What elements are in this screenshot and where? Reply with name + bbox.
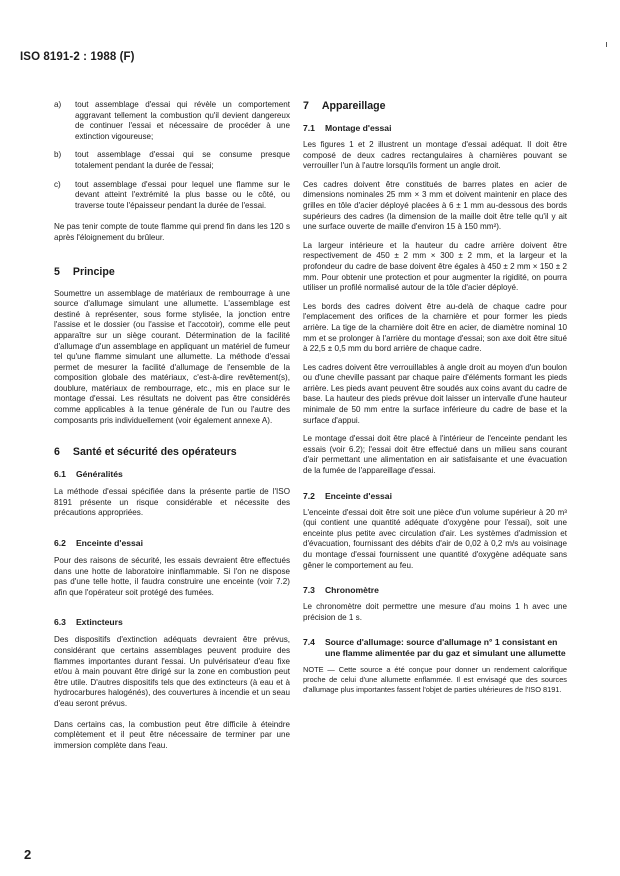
subsection-heading-6-3 xyxy=(54,617,290,628)
subsection-number: 7.3 xyxy=(303,585,315,596)
subsection-title: Enceinte d'essai xyxy=(75,538,143,549)
corner-mark xyxy=(606,42,607,47)
section-number: 5 xyxy=(54,265,60,278)
section-number: 6 xyxy=(54,446,60,459)
section-title: Principe xyxy=(72,265,115,278)
closing-paragraph: Ne pas tenir compte de toute flamme qui prend fin dans les 120 s après l'éloignement du brûleur. xyxy=(54,222,290,242)
section-7-1-p5: Les cadres doivent être verrouillables à angle droit au moyen d'un boulon ou d'une cheville passant par chaque paire d'éléments formant les pieds arrière. Les pieds avant peuvent être soudés aux coins avant du cadre de base. La hauteur des pieds prévue doit laisser un intervalle d'une hauteur minimale de 50 mm entre la surface inférieure du cadre de base et la surface d'appui. xyxy=(303,362,567,425)
subsection-heading-6-1 xyxy=(54,469,290,480)
section-7-1-p1: Les figures 1 et 2 illustrent un montage d'essai adéquat. Il doit être composé de deux cadres rectangulaires à charnières pouvant se verrouiller l'un à l'autre lorsqu'ils forment un angle droit. xyxy=(303,140,567,171)
right-column xyxy=(303,100,567,694)
subsection-title: Extincteurs xyxy=(75,617,123,628)
section-heading-6 xyxy=(54,446,290,459)
section-5-text: Soumettre un assemblage de matériaux de rembourrage à une source d'allumage simulant une allumette. L'assemblage est destiné à représenter, sous forme stylisée, la jonction entre l'assise et le dossier (ou l'assise et l'accotoir), comme elle peut apparaître sur un siège courant. Détermination de la facilité d'allumage d'un assemblage en appliquant un matériel de fumeur tel qu'une flamme simulant une allumette. La méthode d'essai permet de mesurer la facilité d'allumage de l'ensemble de la composition globale des matériaux, c'est-à-dire revêtement(s), doublure, matériaux de rembourrage, etc., mis en place sur le montage d'essai. Les résultats ne doivent pas être considérés comme applicables à la tenue générale de l'un ou l'autre des composants pris individuellement (voir également annexe A). xyxy=(54,288,290,425)
section-6-1-text: La méthode d'essai spécifiée dans la présente partie de l'ISO 8191 présente un risque considérable et nécessite des précautions appropriées. xyxy=(54,487,290,518)
section-heading-5 xyxy=(54,266,290,279)
list-item xyxy=(54,100,290,142)
section-7-4-note: NOTE — Cette source a été conçue pour donner un rendement calorifique proche de celui d'une allumette enflammée. Il est envisagé que des sources d'allumage plus importantes fassent l'objet de parties ultérieures de l'ISO 8191. xyxy=(303,665,567,694)
subsection-heading-6-2 xyxy=(54,538,290,549)
document-header: ISO 8191-2 : 1988 (F) xyxy=(20,51,135,63)
section-7-1-p6: Le montage d'essai doit être placé à l'intérieur de l'enceinte pendant les essais (voir 6.2); l'essai doit être effectué dans un milieu sans courant d'air permettant une alimentation en air satisfaisante et une évacuation de la fumée de l'appareillage d'essai. xyxy=(303,434,567,476)
list-item-label: c) xyxy=(54,179,61,189)
subsection-title: Généralités xyxy=(75,469,123,480)
section-6-3-text-1: Des dispositifs d'extinction adéquats devraient être prévus, considérant que certains assemblages peuvent produire des flammes importantes durant l'essai. Un pulvérisateur d'eau fixe et/ou à main pouvant être dirigé sur la zone en combustion peut être utile. D'autres dispositifs tels que des extincteurs (à eau et à hydrocarbures halogénés), des couvertures à incendie et un seau d'eau seront prévus. xyxy=(54,635,290,708)
list-item-text: tout assemblage d'essai qui se consume presque totalement pendant la durée de l'essai; xyxy=(75,150,290,170)
subsection-title: Source d'allumage: source d'allumage n° 1 consistant en une flamme alimentée par du gaz et simulant une allumette xyxy=(324,637,566,659)
section-7-2-text: L'enceinte d'essai doit être soit une pièce d'un volume supérieur à 20 m³ (qui contient une quantité adéquate d'oxygène pour l'essai), soit une enceinte plus petite avec circulation d'air. Les systèmes d'admission et d'évacuation, fournissant des débits d'air de 0,02 à 0,2 m/s au voisinage du montage d'essai fournissent une quantité d'oxygène adéquate sans gêner le comportement au feu. xyxy=(303,507,567,570)
section-7-1-p4: Les bords des cadres doivent être au-delà de chaque cadre pour l'emplacement des orifices de la charnière et pour former les pieds arrière. La tige de la charnière doit être en acier, de diamètre nominal 10 mm et se prolonger à l'arrière du montage d'essai; son axe doit être situé à 22,5 ± 0,5 mm du bord arrière de chaque cadre. xyxy=(303,301,567,354)
list-item xyxy=(54,180,290,212)
left-column xyxy=(54,100,290,751)
section-6-2-text: Pour des raisons de sécurité, les essais devraient être effectués dans une hotte de laboratoire ininflammable. Si l'on ne dispose pas d'une telle hotte, il faudra construire une enceinte (voir 7.2) afin que l'opérateur soit protégé des fumées. xyxy=(54,556,290,597)
subsection-heading-7-4 xyxy=(303,637,567,659)
page-number: 2 xyxy=(24,847,32,862)
section-number: 7 xyxy=(303,100,309,112)
subsection-title: Chronomètre xyxy=(324,585,379,596)
list-item-label: b) xyxy=(54,150,62,160)
section-title: Appareillage xyxy=(321,100,386,112)
subsection-number: 7.2 xyxy=(303,490,315,501)
subsection-number: 6.2 xyxy=(54,538,66,549)
list-item-text: tout assemblage d'essai qui révèle un comportement aggravant tellement la combustion qu'il devient dangereux de continuer l'essai et nécessaire de procéder à une extinction vigoureuse; xyxy=(75,100,290,141)
list-item-text: tout assemblage d'essai pour lequel une flamme sur le devant atteint l'extrémité la plus basse ou le côté, ou traverse toute l'épaisseur pendant la durée de l'essai. xyxy=(75,179,290,210)
subsection-heading-7-1 xyxy=(303,123,567,134)
section-7-3-text: Le chronomètre doit permettre une mesure d'au moins 1 h avec une précision de 1 s. xyxy=(303,602,567,622)
subsection-number: 7.4 xyxy=(303,637,315,648)
subsection-title: Enceinte d'essai xyxy=(324,490,392,501)
section-7-1-p2: Ces cadres doivent être constitués de barres plates en acier de dimensions nominales 25 mm × 3 mm et doivent maintenir en place des grilles en tôle d'acier déployé placées à 6 ± 1 mm au-dessous des bords supérieurs des cadres (la dimension de la maille doit être telle qu'il y ait une surface ouverte de maille d'environ 15 à 150 mm²). xyxy=(303,179,567,232)
section-heading-7 xyxy=(303,100,567,113)
list-item xyxy=(54,150,290,171)
section-title: Santé et sécurité des opérateurs xyxy=(72,446,237,459)
subsection-number: 7.1 xyxy=(303,123,315,133)
subsection-heading-7-3 xyxy=(303,585,567,596)
subsection-number: 6.3 xyxy=(54,617,66,628)
section-7-1-p3: La largeur intérieure et la hauteur du cadre arrière doivent être respectivement de 450 ± 2 mm × 300 ± 2 mm, et la largeur et la profondeur du cadre de base doivent être égales à 450 ± 2 mm × 150 ± 2 mm. Pour obtenir une protection et pour augmenter la rigidité, on pourra utiliser un profilé normalisé autour de la tôle d'acier déployé. xyxy=(303,240,567,293)
section-6-3-text-2: Dans certains cas, la combustion peut être difficile à éteindre complètement et il peut être nécessaire de terminer par une immersion complète dans l'eau. xyxy=(54,719,290,750)
subsection-number: 6.1 xyxy=(54,469,66,480)
list-items xyxy=(54,100,290,211)
list-item-label: a) xyxy=(54,100,62,109)
subsection-title: Montage d'essai xyxy=(324,123,392,133)
subsection-heading-7-2 xyxy=(303,491,567,502)
